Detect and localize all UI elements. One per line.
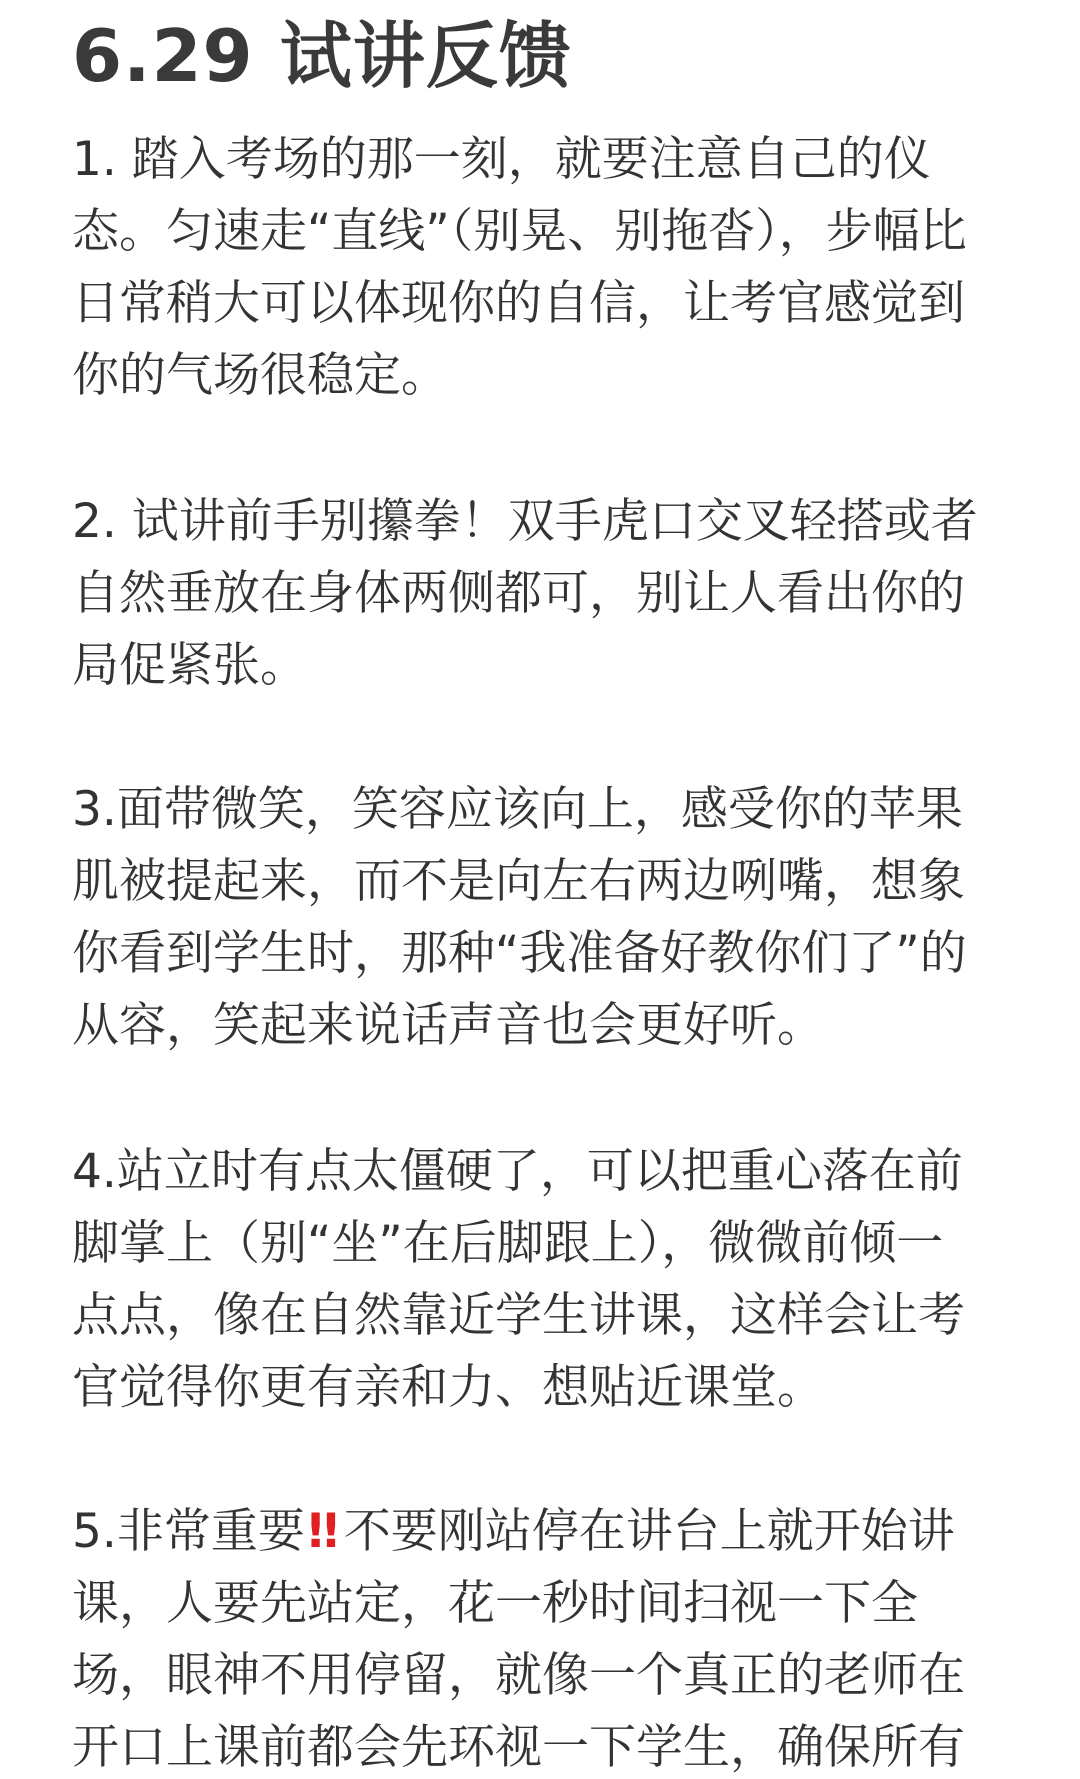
text-line: 场，眼神不用停留，就像一个真正的老师在: [72, 1648, 965, 1703]
text-line-with-emphasis: [72, 1496, 1032, 1568]
feedback-item-1: [72, 124, 1032, 412]
text-segment: 不要刚站停在讲台上就开始讲: [343, 1504, 955, 1559]
feedback-item-2: [72, 486, 1032, 702]
text-line: 肌被提起来，而不是向左右两边咧嘴，想象: [72, 854, 965, 909]
text-line: 你的气场很稳定。: [72, 348, 448, 403]
text-line: 开口上课前都会先环视一下学生，确保所有: [72, 1720, 965, 1775]
double-exclamation-icon: !!: [304, 1504, 336, 1559]
text-line: 课，人要先站定，花一秒时间扫视一下全: [72, 1576, 918, 1631]
text-line: 点点，像在自然靠近学生讲课，这样会让考: [72, 1288, 965, 1343]
feedback-item-3: [72, 774, 1032, 1062]
text-line: 脚掌上（别“坐”在后脚跟上），微微前倾一: [72, 1216, 944, 1271]
text-segment: 5.非常重要: [72, 1504, 305, 1559]
text-line: 态。匀速走“直线”（别晃、别拖沓），步幅比: [72, 204, 967, 259]
text-line: 从容，笑起来说话声音也会更好听。: [72, 998, 824, 1053]
text-line: 自然垂放在身体两侧都可，别让人看出你的: [72, 566, 965, 621]
text-line: 局促紧张。: [72, 638, 307, 693]
feedback-item-4: [72, 1136, 1032, 1424]
text-line: 日常稍大可以体现你的自信，让考官感觉到: [72, 276, 965, 331]
text-line: 官觉得你更有亲和力、想贴近课堂。: [72, 1360, 824, 1415]
feedback-item-5: [72, 1496, 1032, 1779]
text-line: 2. 试讲前手别攥拳！双手虎口交叉轻搭或者: [72, 494, 978, 549]
text-line: 3.面带微笑，笑容应该向上，感受你的苹果: [72, 782, 963, 837]
text-line: 你看到学生时，那种“我准备好教你们了”的: [72, 926, 967, 981]
text-line: 4.站立时有点太僵硬了，可以把重心落在前: [72, 1144, 963, 1199]
text-line: 1. 踏入考场的那一刻，就要注意自己的仪: [72, 132, 931, 187]
page-title: 6.29 试讲反馈: [72, 14, 572, 98]
